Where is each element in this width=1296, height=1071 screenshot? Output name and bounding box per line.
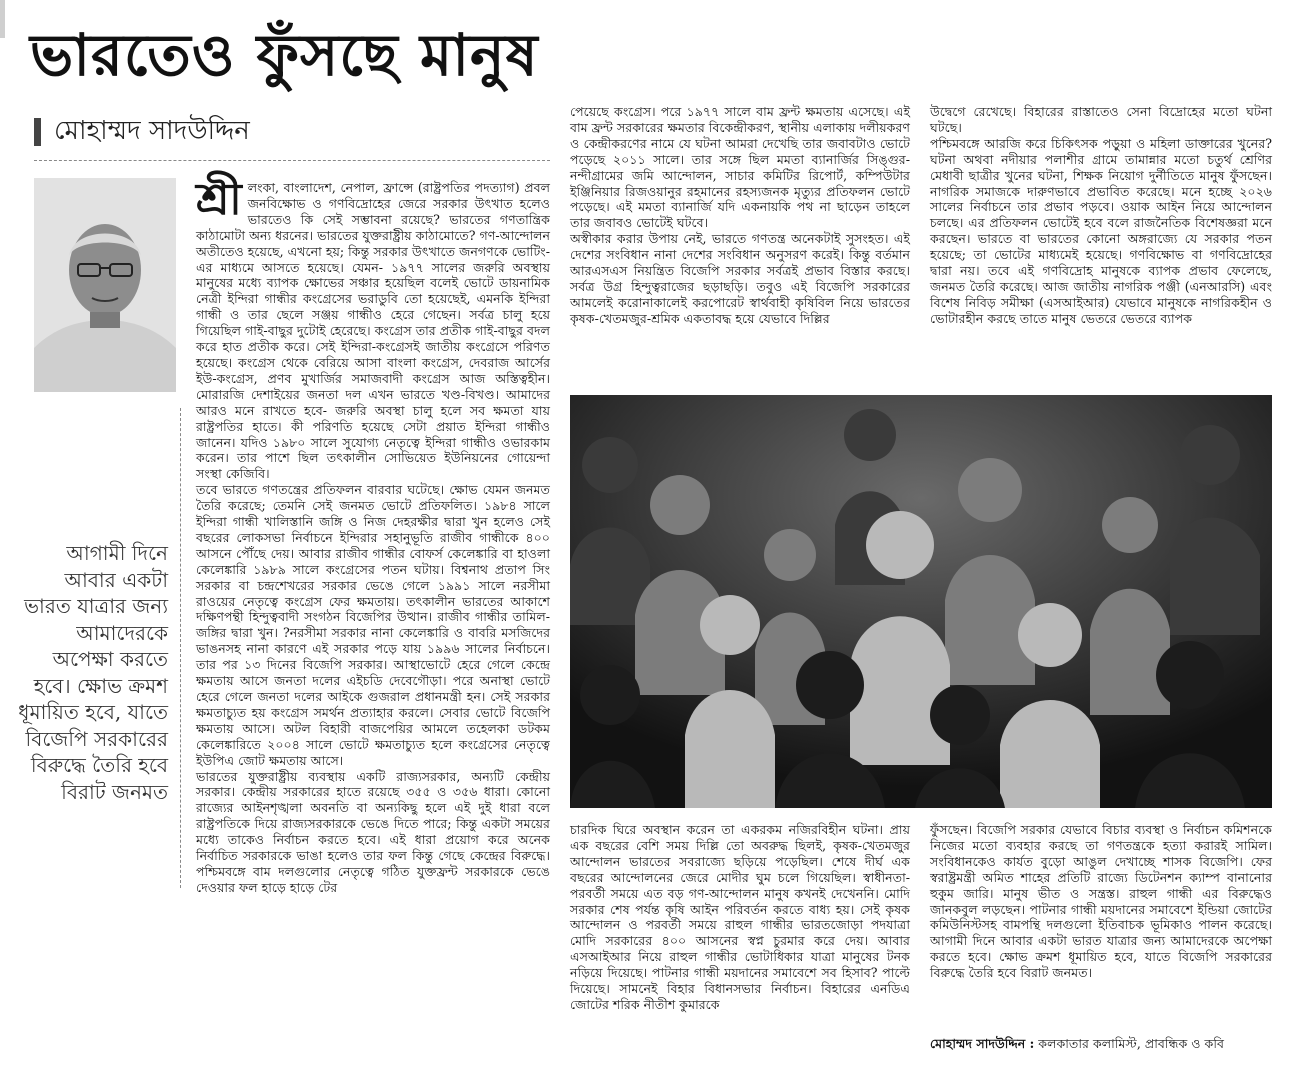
column-3-top xyxy=(930,104,1272,327)
paragraph: ভারতের যুক্তরাষ্ট্রীয় ব্যবস্থায় একটি রাজ্যসরকার, অন্যটি কেন্দ্রীয় সরকার। কেন্দ্রীয় সরকারের হাতে রয়েছে ৩৫৫ ও ৩৫৬ ধারা। কোনো রাজ্যের আইনশৃঙ্খলা অবনতি বা অন্যকিছু হলে এই দুই ধারা বলে রাষ্ট্রপতিকে দিয়ে রাজ্যসরকারকে ভেঙে দিতে পারে; কিন্তু একটা সময়ের মধ্যে তাকেও নির্বাচন করতে হবে। এই ধারা প্রয়োগ করে অনেক নির্বাচিত সরকারকে ভাঙা হলেও তার ফল কিন্তু গেছে কেন্দ্রের বিরুদ্ধে। পশ্চিমবঙ্গে বাম দলগুলোর নেতৃত্বে গঠিত যুক্তফ্রন্ট সরকারকে ভেঙে দেওয়ার ফল হাড়ে হাড়ে টের xyxy=(196,768,550,895)
author-note-name: মোহাম্মদ সাদউদ্দিন : xyxy=(930,1036,1035,1051)
crowd-silhouettes-image xyxy=(570,395,1272,808)
paragraph: চারদিক ঘিরে অবস্থান করেন তা একরকম নজিরবিহীন ঘটনা। প্রায় এক বছরের বেশি সময় দিল্লি তো অবরুদ্ধ ছিলই, কৃষক-খেতমজুর আন্দোলন ভারতের সবরাজ্যে ছড়িয়ে পড়েছিল। শেষে দীর্ঘ এক বছরের আন্দোলনের জেরে মোদীর ঘুম চলে গিয়েছিল। স্বাধীনতা-পরবর্তী সময়ে এত বড় গণ-আন্দোলন মানুষ কখনই দেখেননি। মোদি সরকার শেষ পর্যন্ত কৃষি আইন পরিবর্তন করতে বাধ্য হয়। সেই কৃষক আন্দোলন ও পরবর্তী সময়ে রাহুল গান্ধীর ভারতজোড়া পদযাত্রা মোদি সরকারের ৪০০ আসনের স্বপ্ন চুরমার করে দেয়। আবার এসআইআর নিয়ে রাহুল গান্ধীর ভোটাধিকার যাত্রা মানুষের টনক নড়িয়ে দিয়েছে। পাটনার গান্ধী ময়দানের সমাবেশে সব হিসাব? পাল্টে দিয়েছে। সামনেই বিহার বিধানসভার নির্বাচন। বিহারের এনডিএ জোটের শরিক নীতীশ কুমারকে xyxy=(570,822,910,1012)
author-photo xyxy=(34,178,176,392)
column-3-bottom xyxy=(930,822,1272,981)
paragraph: অস্বীকার করার উপায় নেই, ভারতে গণতন্ত্র অনেকটাই সুসংহত। এই দেশের সংবিধান নানা দেশের সংবিধান অনুসরণ করেই। কিন্তু বর্তমান আরএসএস নিয়ন্ত্রিত বিজেপি সরকার সর্বত্রই প্রভাব বিস্তার করছে। সর্বত্র উগ্র হিন্দুত্বরাজের ছড়াছড়ি। তবুও এই বিজেপি সরকারের আমলেই করোনাকালেই করপোরেট স্বার্থবাহী কৃষিবিল নিয়ে ভারতের কৃষক-খেতমজুর-শ্রমিক একতাবদ্ধ হয়ে যেভাবে দিল্লির xyxy=(570,231,910,326)
column-2-top xyxy=(570,104,910,327)
page-edge-mark xyxy=(0,0,5,38)
paragraph: ফুঁসছেন। বিজেপি সরকার যেভাবে বিচার ব্যবস্থা ও নির্বাচন কমিশনকে নিজের মতো ব্যবহার করছে তা গণতন্ত্রকে হত্যা করারই সামিল। সংবিধানকেও কার্যত বুড়ো আঙুল দেখাচ্ছে শাসক বিজেপি। ফের স্বরাষ্ট্রমন্ত্রী অমিত শাহের প্রতিটি রাজ্যে ডিটেনশন ক্যাম্প বানানোর হুকুম জারি। মানুষ ভীত ও সন্ত্রস্ত। রাহুল গান্ধী এর বিরুদ্ধেও জানকবুল লড়ছেন। পাটনার গান্ধী ময়দানের সমাবেশে ইন্ডিয়া জোটের কমিউনিস্টসহ বামপন্থি দলগুলো ইতিবাচক ভূমিকাও পালন করেছে। আগামী দিনে আবার একটা ভারত যাত্রার জন্য আমাদেরকে অপেক্ষা করতে হবে। ক্ষোভ ক্রমশ ধূমায়িত হবে, যাতে বিজেপি সরকারের বিরুদ্ধে তৈরি হবে বিরাট জনমত। xyxy=(930,822,1272,981)
paragraph xyxy=(196,174,551,482)
column-1 xyxy=(196,174,551,896)
headline: ভারতেও ফুঁসছে মানুষ xyxy=(30,21,539,89)
byline-rule xyxy=(34,160,550,161)
column-2-bottom xyxy=(570,822,910,1013)
author-note-desc: কলকাতার কলামিস্ট, প্রাবন্ধিক ও কবি xyxy=(1038,1036,1224,1051)
paragraph: তবে ভারতে গণতন্ত্রের প্রতিফলন বারবার ঘটেছে। ক্ষোভ যেমন জনমত তৈরি করেছে; তেমনি সেই জনমত ভোটে প্রতিফলিত। ১৯৮৪ সালে ইন্দিরা গান্ধী খালিস্তানি জঙ্গি ও নিজ দেহরক্ষীর দ্বারা খুন হলেও সেই বছরের লোকসভা নির্বাচনে ইন্দিরার সহানুভূতি রাজীব গান্ধীকে ৪০০ আসনে পৌঁছে দেয়। আবার রাজীব গান্ধীর বোফর্স কেলেঙ্কারি বা হাওলা কেলেঙ্কারি ১৯৮৯ সালে কংগ্রেসের পতন ঘটায়। বিশ্বনাথ প্রতাপ সিং সরকার বা চন্দ্রশেখরের সরকার ভেঙে গেলে ১৯৯১ সালে নরসীমা রাওয়ের নেতৃত্বে কংগ্রেস ফের ক্ষমতায়। তৎকালীন ভারতের আকাশে দক্ষিণপন্থী হিন্দুত্ববাদী সংগঠন বিজেপির উত্থান। রাজীব গান্ধীর তামিল-জঙ্গির দ্বারা খুন। ?নরসীমা সরকার নানা কেলেঙ্কারি ও বাবরি মসজিদের ভাঙনসহ নানা কারণে এই সরকার পড়ে যায় ১৯৯৬ সালের নির্বাচনে। তার পর ১৩ দিনের বিজেপি সরকার। আস্থাভোটে হেরে গেলে কেন্দ্রে ক্ষমতায় আসে জনতা দলের এইচডি দেবেগৌড়া। পরে অনাস্থা ভোটে হেরে গেলে জনতা দলের আইকে গুজরাল প্রধানমন্ত্রী হন। সেই সরকার ক্ষমতাচ্যুত হয় কংগ্রেস সমর্থন প্রত্যাহার করলে। সেবার ভোটে বিজেপি ক্ষমতায় আসে। অটল বিহারী বাজপেয়ির আমলে তহেলকা ডটকম কেলেঙ্কারিতে ২০০৪ সালে ভোটে ক্ষমতাচ্যুত হলে কংগ্রেসের নেতৃত্বে ইউপিএ জোট ক্ষমতায় আসে। xyxy=(196,482,550,768)
paragraph: পেয়েছে কংগ্রেস। পরে ১৯৭৭ সালে বাম ফ্রন্ট ক্ষমতায় এসেছে। এই বাম ফ্রন্ট সরকারের ক্ষমতার বিকেন্দ্রীকরণ, স্থানীয় এলাকায় দলীয়করণ ও কেন্দ্রীকরণের নামে যে ঘটনা আমরা দেখেছি তার জবাবটাও ভোটে পড়েছে ২০১১ সালে। তার সঙ্গে ছিল মমতা ব্যানার্জির সিঙ্গুর-নন্দীগ্রামের জমি আন্দোলন, সাচার কমিটির রিপোর্ট, কম্পিউটার ইঞ্জিনিয়ার রিজওয়ানুর রহমানের রহস্যজনক মৃত্যুর প্রতিফলন ভোটে পড়েছে। এই মমতা ব্যানার্জি যদি একনায়কি পথ না ছাড়েন তাহলে তার জবাবও ভোটেই ঘটবে। xyxy=(570,104,910,231)
paragraph-text: লংকা, বাংলাদেশ, নেপাল, ফ্রান্সে (রাষ্ট্রপতির পদত্যাগ) প্রবল জনবিক্ষোভ ও গণবিদ্রোহের জেরে সরকার উৎখাত হলেও ভারতেও কি সেই সম্ভাবনা রয়েছে? ভারতের গণতান্ত্রিক কাঠামোটা অন্য ধরনের। ভারতের যুক্তরাষ্ট্রীয় কাঠামোতে? গণ-আন্দোলন অতীতেও হয়েছে, এখনো হয়; কিন্তু সরকার উৎখাতে জনগণকে ভোটিং-এর মাধ্যমে আসতে হয়েছে। যেমন- ১৯৭৭ সালের জরুরি অবস্থায় মানুষের মধ্যে ব্যাপক ক্ষোভের সঞ্চার হয়েছিল বলেই ভোটে ডায়নামিক নেত্রী ইন্দিরা গান্ধীর কংগ্রেসের ভরাডুবি তো হয়েছেই, এমনকি ইন্দিরা গান্ধী ও তার ছেলে সঞ্জয় গান্ধীও হেরে গেছেন। সর্বত্র চালু হয়ে গিয়েছিল গাই-বাছুর দুটোই হেরেছে। কংগ্রেস তার প্রতীক গাই-বাছুর বদল করে হাত প্রতীক করে। সেই ইন্দিরা-কংগ্রেসই জাতীয় কংগ্রেসে পরিণত হয়েছে। কংগ্রেস থেকে বেরিয়ে আসা বাংলা কংগ্রেস, দেবরাজ আর্সের ইউ-কংগ্রেস, প্রণব মুখার্জির সমাজবাদী কংগ্রেস আজ অস্তিত্বহীন। মোরারজি দেশাইয়ের জনতা দল এখন ভারতে খণ্ড-বিখণ্ড। আমাদের আরও মনে রাখতে হবে- জরুরি অবস্থা চালু হলে সব ক্ষমতা যায় রাষ্ট্রপতির হাতে। কী পরিণতি হয়েছে সেটা প্রয়াত ইন্দিরা গান্ধীও জানেন। যদিও ১৯৮০ সালে সুযোগ্য নেতৃত্বে ইন্দিরা গান্ধীও ওভারকাম করেন। তার পাশে ছিল তৎকালীন সোভিয়েত ইউনিয়নের গোয়েন্দা সংস্থা কেজিবি। xyxy=(196,180,551,482)
byline: মোহাম্মদ সাদউদ্দিন xyxy=(54,116,250,146)
paragraph: পশ্চিমবঙ্গে আরজি করে চিকিৎসক পড়ুয়া ও মহিলা ডাক্তারের খুনের? ঘটনা অথবা নদীয়ার পলাশীর গ্রামে তামান্নার মতো চতুর্থ শ্রেণির মেধাবী ছাত্রীর খুনের ঘটনা, শিক্ষক নিয়োগ দুর্নীতিতে মানুষ ফুঁসছেন। নাগরিক সমাজকে দারুণভাবে প্রভাবিত করেছে। মনে হচ্ছে ২০২৬ সালের নির্বাচনে তার প্রভাব পড়বে। ওয়াক আইন নিয়ে আন্দোলন চলছে। এর প্রতিফলন ভোটেই হবে বলে রাজনৈতিক বিশেষজ্ঞরা মনে করছেন। ভারতে বা ভারতের কোনো অঙ্গরাজ্যে যে সরকার পতন হয়েছে; তা ভোটের মাধ্যমেই হয়েছে। গণবিক্ষোভ বা গণবিদ্রোহের দ্বারা নয়। তবে এই গণবিদ্রোহ মানুষকে ব্যাপক প্রভাব ফেলেছে, জনমত তৈরি করেছে। আজ জাতীয় নাগরিক পঞ্জী (এনআরসি) এবং বিশেষ নিবিড় সমীক্ষা (এসআইআর) যেভাবে মানুষকে নাগরিকহীন ও ভোটারহীন করছে তাতে মানুষ ভেতরে ভেতরে ব্যাপক xyxy=(930,135,1272,326)
author-note xyxy=(930,1036,1272,1052)
pullquote: আগামী দিনে আবার একটা ভারত যাত্রার জন্য আমাদেরকে অপেক্ষা করতে হবে। ক্ষোভ ক্রমশ ধূমায়িত হবে, যাতে বিজেপি সরকারের বিরুদ্ধে তৈরি হবে বিরাট জনমত xyxy=(18,541,168,804)
crowd-illustration xyxy=(570,395,1272,808)
pullquote-rule xyxy=(180,408,181,888)
dropcap: শ্রী xyxy=(196,174,242,225)
author-portrait-image xyxy=(34,178,176,392)
byline-bar xyxy=(34,118,41,146)
paragraph: উদ্বেগে রেখেছে। বিহারের রাস্তাতেও সেনা বিদ্রোহের মতো ঘটনা ঘটছে। xyxy=(930,104,1272,135)
